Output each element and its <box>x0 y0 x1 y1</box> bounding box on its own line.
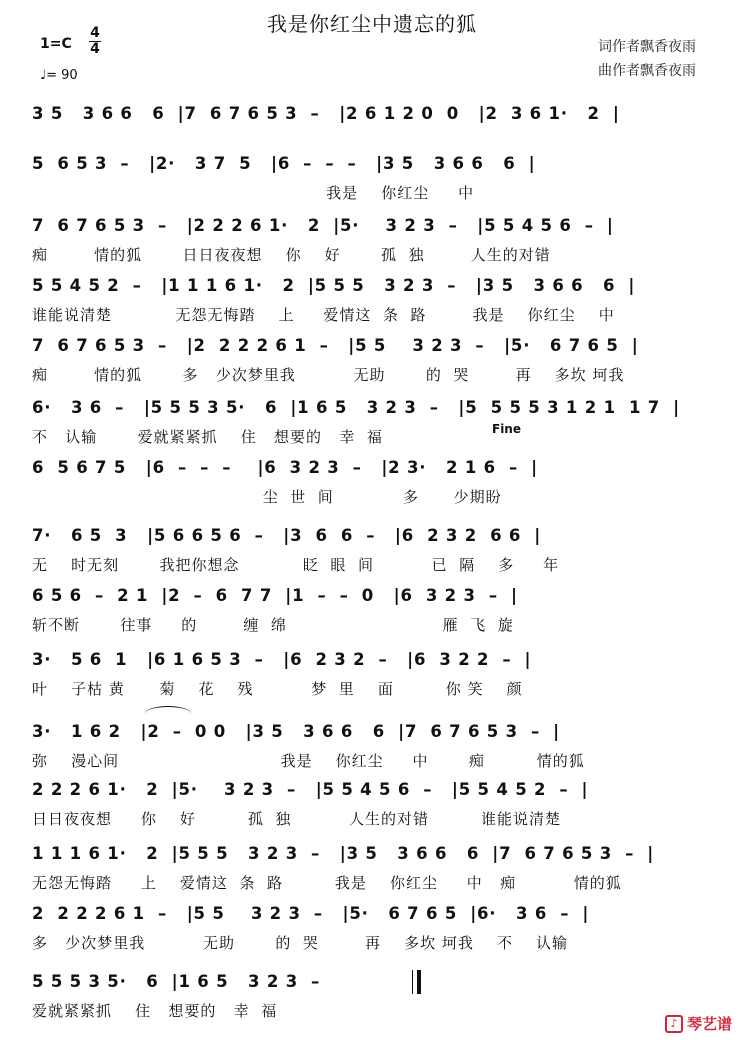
notation-line: 7 6 7 6 5 3 – |2 2 2 6 1· 2 |5· 3 2 3 – |5 5 4 5 6 – | <box>32 216 614 235</box>
final-barline-thin <box>412 970 413 994</box>
lyrics-line: 无怨无悔踏 上 爱情这 条 路 我是 你红尘 中 痴 情的狐 <box>32 874 622 892</box>
logo-icon: ♪ <box>665 1015 683 1033</box>
notation-line: 1 1 1 6 1· 2 |5 5 5 3 2 3 – |3 5 3 6 6 6 |7 6 7 6 5 3 – | <box>32 844 655 863</box>
lyrics-line: 日日夜夜想 你 好 孤 独 人生的对错 谁能说清楚 <box>32 810 561 828</box>
slur-mark <box>145 706 191 721</box>
key-signature: 1=C <box>40 36 72 52</box>
notation-line: 5 5 4 5 2 – |1 1 1 6 1· 2 |5 5 5 3 2 3 – |3 5 3 6 6 6 | <box>32 276 636 295</box>
watermark-logo <box>665 1013 732 1034</box>
lyrics-line: 痴 情的狐 日日夜夜想 你 好 孤 独 人生的对错 <box>32 246 551 264</box>
notation-line: 3· 1 6 2 |2 – 0 0 |3 5 3 6 6 6 |7 6 7 6 5 3 – | <box>32 722 560 741</box>
notation-line: 2 2 2 2 6 1 – |5 5 3 2 3 – |5· 6 7 6 5 |6· 3 6 – | <box>32 904 590 923</box>
lyrics-line: 叶 子枯 黄 菊 花 残 梦 里 面 你 笑 颜 <box>32 680 523 698</box>
lyrics-line: 多 少次梦里我 无助 的 哭 再 多坎 坷我 不 认输 <box>32 934 569 952</box>
lyrics-line: 爱就紧紧抓 住 想要的 幸 福 <box>32 1002 278 1020</box>
lyrics-line: 斩不断 往事 的 缠 绵 雁 飞 旋 <box>32 616 514 634</box>
lyrics-line: 我是 你红尘 中 <box>32 184 475 202</box>
lyrics-line: 无 时无刻 我把你想念 眨 眼 间 已 隔 多 年 <box>32 556 560 574</box>
lyrics-line: 尘 世 间 多 少期盼 <box>32 488 502 506</box>
lyrics-line: 不 认输 爱就紧紧抓 住 想要的 幸 福 <box>32 428 383 446</box>
notation-line: 3· 5 6 1 |6 1 6 5 3 – |6 2 3 2 – |6 3 2 2 – | <box>32 650 532 669</box>
notation-line: 6 5 6 7 5 |6 – – – |6 3 2 3 – |2 3· 2 1 6 – | <box>32 458 538 477</box>
song-title: 我是你红尘中遗忘的狐 <box>267 12 477 36</box>
lyrics-line: 弥 漫心间 我是 你红尘 中 痴 情的狐 <box>32 752 585 770</box>
time-signature <box>88 26 102 57</box>
meter-top: 4 <box>90 25 100 41</box>
notation-line: 7· 6 5 3 |5 6 6 5 6 – |3 6 6 – |6 2 3 2 6 6 | <box>32 526 542 545</box>
lyricist-credit: 词作者飘香夜雨 <box>598 39 696 55</box>
notation-line: 5 6 5 3 – |2· 3 7 5 |6 – – – |3 5 3 6 6 6 | <box>32 154 536 173</box>
composer-credit: 曲作者飘香夜雨 <box>598 63 696 79</box>
notation-line: 5 5 5 3 5· 6 |1 6 5 3 2 3 – <box>32 972 321 991</box>
notation-line: 7 6 7 6 5 3 – |2 2 2 2 6 1 – |5 5 3 2 3 – |5· 6 7 6 5 | <box>32 336 639 355</box>
notation-line: 3 5 3 6 6 6 |7 6 7 6 5 3 – |2 6 1 2 0 0 |2 3 6 1· 2 | <box>32 104 620 123</box>
notation-line: 2 2 2 6 1· 2 |5· 3 2 3 – |5 5 4 5 6 – |5 5 4 5 2 – | <box>32 780 589 799</box>
lyrics-line: 痴 情的狐 多 少次梦里我 无助 的 哭 再 多坎 坷我 <box>32 366 625 384</box>
notation-line: 6· 3 6 – |5 5 5 3 5· 6 |1 6 5 3 2 3 – |5 5 5 5 3 1 2 1 1 7 | <box>32 398 680 417</box>
meter-bottom: 4 <box>90 41 100 57</box>
lyrics-line: 谁能说清楚 无怨无悔踏 上 爱情这 条 路 我是 你红尘 中 <box>32 306 615 324</box>
watermark-text: 琴艺谱 <box>686 1015 732 1033</box>
final-barline-thick <box>417 970 421 994</box>
tempo-marking: ♩= 90 <box>40 68 78 83</box>
notation-line: 6 5 6 – 2 1 |2 – 6 7 7 |1 – – 0 |6 3 2 3 – | <box>32 586 518 605</box>
fine-marking: Fine <box>492 422 521 436</box>
